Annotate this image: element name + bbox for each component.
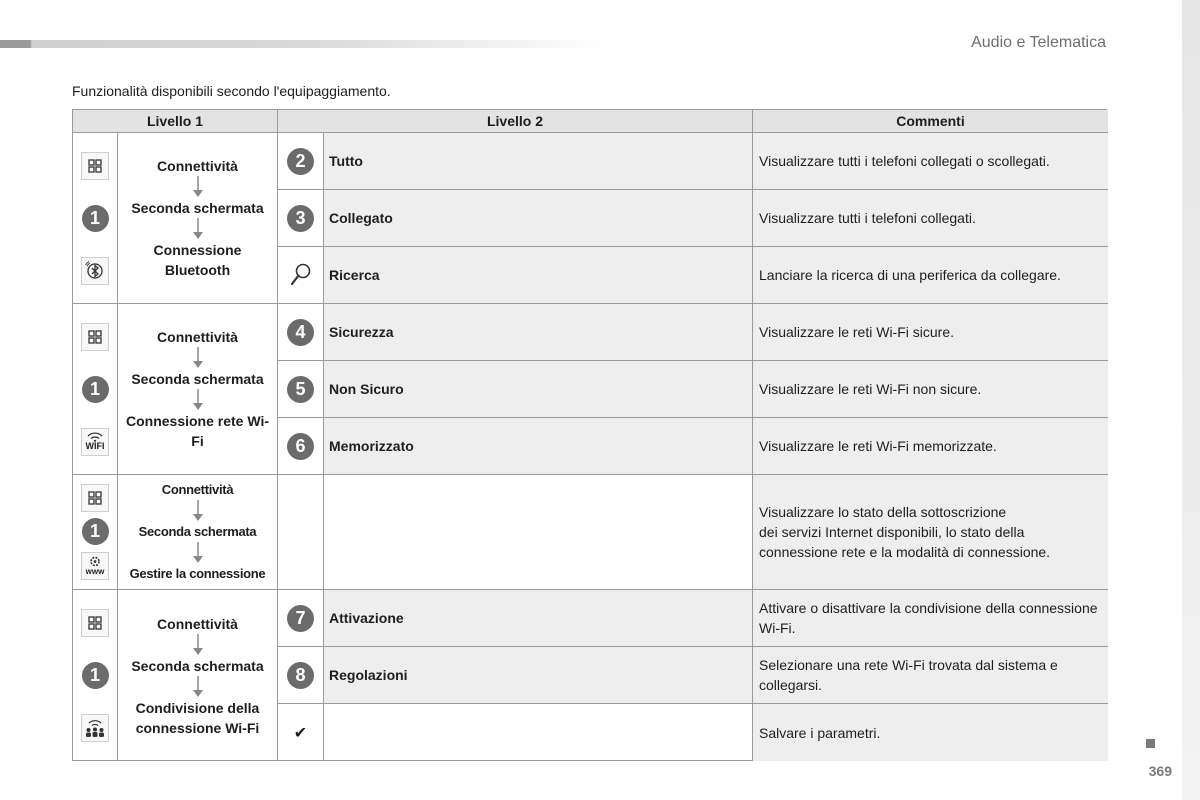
row-comment: Selezionare una rete Wi-Fi trovata dal sistema e collegarsi. xyxy=(753,647,1108,704)
step-badge: 7 xyxy=(287,605,314,632)
intro-text: Funzionalità disponibili secondo l'equipaggiamento. xyxy=(72,83,391,99)
row-comment: Visualizzare le reti Wi-Fi memorizzate. xyxy=(753,418,1108,475)
step-badge: 6 xyxy=(287,433,314,460)
level1-icons-wifi xyxy=(73,304,118,475)
features-table xyxy=(72,109,1107,761)
arrow-down-icon xyxy=(192,500,204,522)
empty-marker-cell xyxy=(278,475,324,590)
row-label: Memorizzato xyxy=(324,418,753,475)
row-label xyxy=(324,704,753,761)
row-label: Tutto xyxy=(324,133,753,190)
www-icon-label: www xyxy=(85,567,105,577)
step-badge: 8 xyxy=(287,662,314,689)
row-marker xyxy=(278,361,324,418)
wifi-icon-label: WIFI xyxy=(85,441,105,451)
header-livello-2: Livello 2 xyxy=(278,110,753,133)
wifi-icon xyxy=(81,428,109,456)
path-step-seconda-schermata: Seconda schermata xyxy=(138,524,257,539)
path-step-gestire-connessione: Gestire la connessione xyxy=(129,566,266,581)
row-marker xyxy=(278,304,324,361)
path-step-condivisione: Condivisione della connessione Wi-Fi xyxy=(135,699,260,736)
comment-line: connessione rete e la modalità di connessione. xyxy=(759,544,1051,560)
path-step-connettivita: Connettività xyxy=(161,482,234,497)
step-badge: 2 xyxy=(287,148,314,175)
path-step-seconda-schermata: Seconda schermata xyxy=(131,371,264,387)
path-step-seconda-schermata: Seconda schermata xyxy=(131,200,264,216)
www-gear-icon xyxy=(81,552,109,580)
level1-path-connection xyxy=(118,475,278,590)
step-badge: 1 xyxy=(82,518,109,545)
step-badge: 1 xyxy=(82,376,109,403)
row-marker xyxy=(278,247,324,304)
arrow-down-icon xyxy=(192,634,204,656)
row-label: Collegato xyxy=(324,190,753,247)
row-marker xyxy=(278,647,324,704)
header-livello-1: Livello 1 xyxy=(73,110,278,133)
path-step-connessione-bluetooth: Connessione Bluetooth xyxy=(153,242,242,278)
level1-icons-sharing xyxy=(73,590,118,761)
page-number: 369 xyxy=(1148,763,1172,779)
row-comment: Visualizzare tutti i telefoni collegati o scollegati. xyxy=(753,133,1108,190)
row-marker xyxy=(278,590,324,647)
row-label: Non Sicuro xyxy=(324,361,753,418)
arrow-down-icon xyxy=(192,542,204,564)
level1-path-bluetooth xyxy=(118,133,278,304)
bluetooth-icon xyxy=(81,257,109,285)
checkmark-icon: ✔ xyxy=(278,704,324,761)
page-edge-tab xyxy=(1182,0,1200,800)
level1-path-wifi xyxy=(118,304,278,475)
row-comment: Visualizzare le reti Wi-Fi sicure. xyxy=(753,304,1108,361)
path-step-seconda-schermata: Seconda schermata xyxy=(131,657,264,674)
arrow-down-icon xyxy=(192,389,204,411)
step-badge: 1 xyxy=(82,205,109,232)
header-commenti: Commenti xyxy=(753,110,1108,133)
row-comment: Lanciare la ricerca di una periferica da collegare. xyxy=(753,247,1108,304)
grid-menu-icon xyxy=(81,152,109,180)
row-marker xyxy=(278,133,324,190)
path-step-connettivita: Connettività xyxy=(157,158,238,174)
arrow-down-icon xyxy=(192,218,204,240)
row-comment: Attivare o disattivare la condivisione della connessione Wi-Fi. xyxy=(753,590,1108,647)
row-label: Sicurezza xyxy=(324,304,753,361)
wifi-sharing-icon xyxy=(81,714,109,742)
step-badge: 4 xyxy=(287,319,314,346)
grid-menu-icon xyxy=(81,323,109,351)
row-comment: Visualizzare tutti i telefoni collegati. xyxy=(753,190,1108,247)
step-badge: 1 xyxy=(82,662,109,689)
step-badge: 5 xyxy=(287,376,314,403)
step-badge: 3 xyxy=(287,205,314,232)
page-corner-marker xyxy=(1146,739,1155,748)
row-label: Attivazione xyxy=(324,590,753,647)
search-icon xyxy=(289,262,313,288)
row-label: Regolazioni xyxy=(324,647,753,704)
grid-menu-icon xyxy=(81,609,109,637)
section-title: Audio e Telematica xyxy=(971,34,1106,51)
arrow-down-icon xyxy=(192,347,204,369)
comment-line: dei servizi Internet disponibili, lo stato della xyxy=(759,524,1025,540)
row-comment: Salvare i parametri. xyxy=(753,704,1108,761)
level1-icons-connection xyxy=(73,475,118,590)
comment-line: Visualizzare lo stato della sottoscrizione xyxy=(759,504,1007,520)
level1-icons-bluetooth xyxy=(73,133,118,304)
row-marker xyxy=(278,418,324,475)
row-label: Ricerca xyxy=(324,247,753,304)
row-marker xyxy=(278,190,324,247)
path-step-connettivita: Connettività xyxy=(157,615,238,632)
empty-label-cell xyxy=(324,475,753,590)
path-step-connessione-wifi: Connessione rete Wi-Fi xyxy=(125,413,269,449)
row-comment: Visualizzare le reti Wi-Fi non sicure. xyxy=(753,361,1108,418)
arrow-down-icon xyxy=(192,676,204,698)
grid-menu-icon xyxy=(81,484,109,512)
arrow-down-icon xyxy=(192,176,204,198)
level1-path-sharing xyxy=(118,590,278,761)
row-comment xyxy=(753,475,1108,590)
header-decor-bar xyxy=(0,40,610,48)
path-step-connettivita: Connettività xyxy=(157,329,238,345)
